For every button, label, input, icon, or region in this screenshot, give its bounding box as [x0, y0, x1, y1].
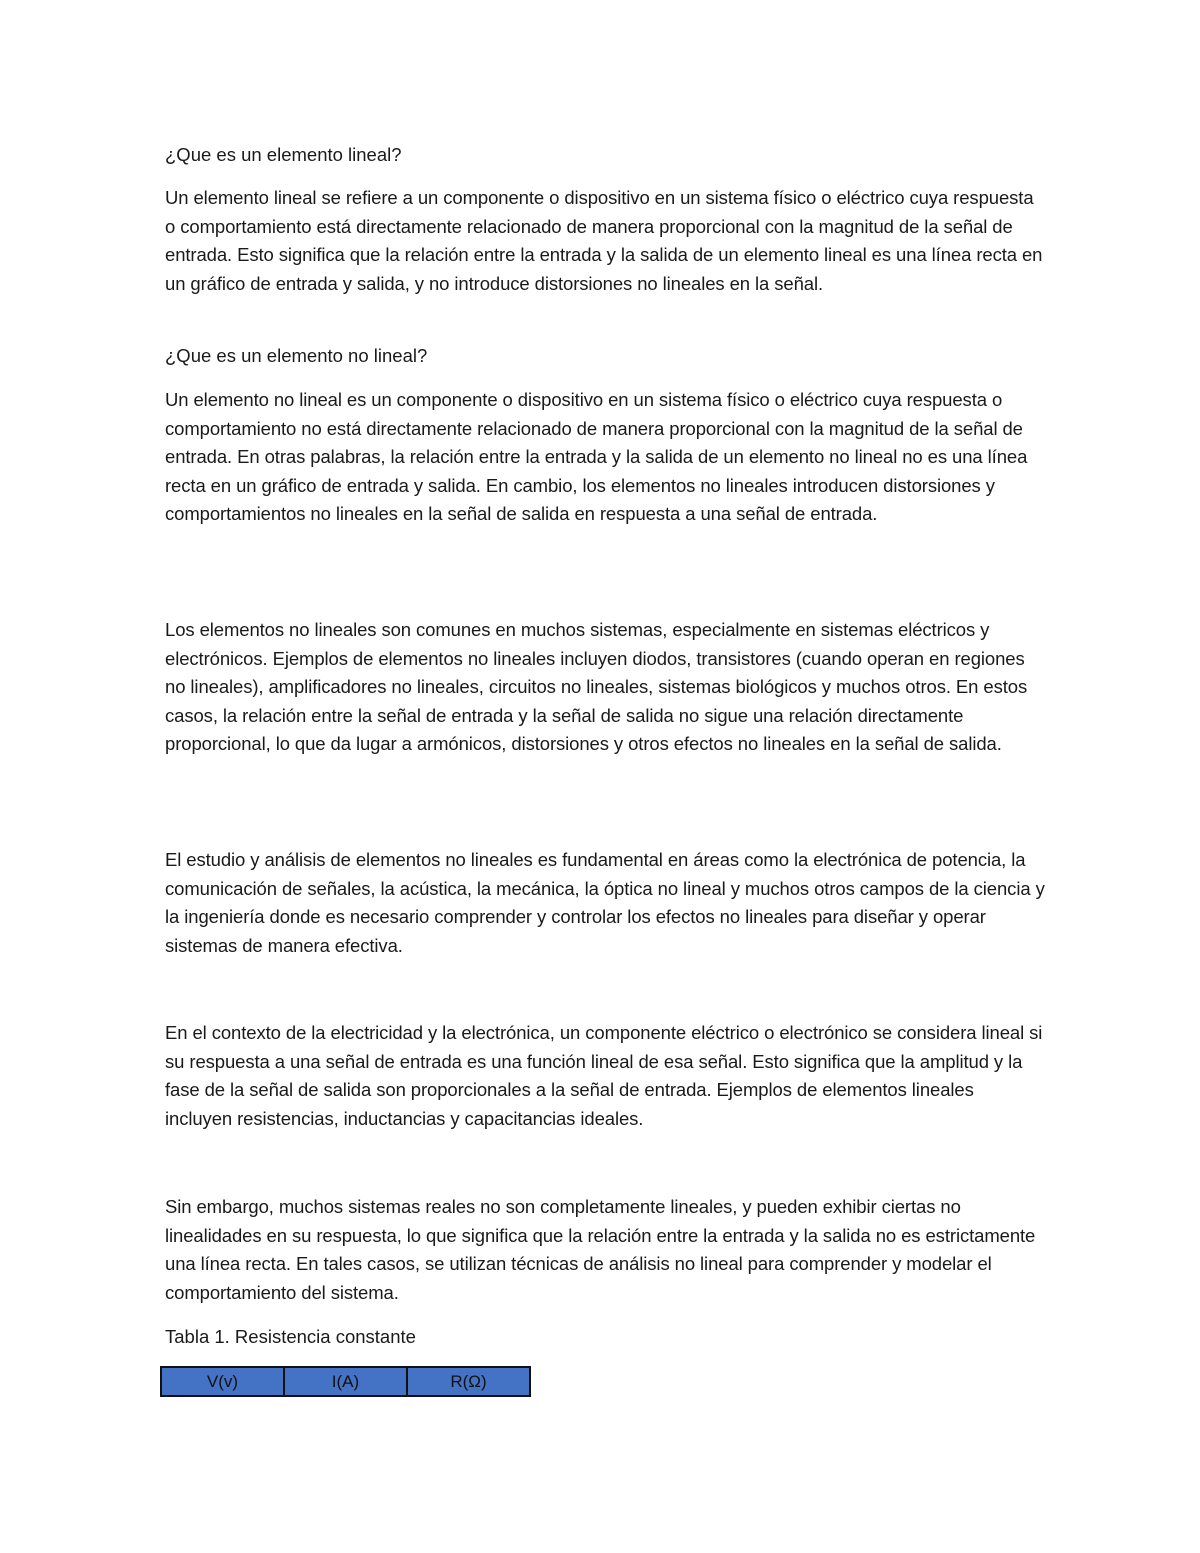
table-header-row: [161, 1367, 530, 1396]
column-header-current: I(A): [284, 1367, 407, 1396]
table-caption: Tabla 1. Resistencia constante: [165, 1326, 416, 1347]
paragraph-nonlinear-study: El estudio y análisis de elementos no lineales es fundamental en áreas como la electrónica de potencia, la comunicación de señales, la acústica, la mecánica, la óptica no lineal y muchos otros campos de la ciencia y la ingeniería donde es necesario comprender y controlar los efectos no lineales para diseñar y operar sistemas de manera efectiva.: [165, 849, 1045, 956]
column-header-voltage: V(v): [161, 1367, 284, 1396]
paragraph-linear-context: En el contexto de la electricidad y la electrónica, un componente eléctrico o electrónico se considera lineal si su respuesta a una señal de entrada es una función lineal de esa señal. Esto significa que la amplitud y la fase de la señal de salida son proporcionales a la señal de entrada. Ejemplos de elementos lineales incluyen resistencias, inductancias y capacitancias ideales.: [165, 1022, 1043, 1129]
paragraph-linear-definition: Un elemento lineal se refiere a un componente o dispositivo en un sistema físico o eléctrico cuya respuesta o comportamiento está directamente relacionado de manera proporcional con la magnitud de la señal de entrada. Esto significa que la relación entre la entrada y la salida de un elemento lineal es una línea recta en un gráfico de entrada y salida, y no introduce distorsiones no lineales en la señal.: [165, 187, 1043, 294]
paragraph-nonlinear-examples: Los elementos no lineales son comunes en muchos sistemas, especialmente en sistemas eléctricos y electrónicos. Ejemplos de elementos no lineales incluyen diodos, transistores (cuando operan en regiones no lineales), amplificadores no lineales, circuitos no lineales, sistemas biológicos y muchos otros. En estos casos, la relación entre la señal de entrada y la señal de salida no sigue una relación directamente proporcional, lo que da lugar a armónicos, distorsiones y otros efectos no lineales en la señal de salida.: [165, 619, 1028, 754]
resistance-table: [160, 1366, 531, 1397]
paragraph-real-systems: Sin embargo, muchos sistemas reales no son completamente lineales, y pueden exhibir ciertas no linealidades en su respuesta, lo que significa que la relación entre la entrada y la salida no es estrictamente una línea recta. En tales casos, se utilizan técnicas de análisis no lineal para comprender y modelar el comportamiento del sistema.: [165, 1196, 1036, 1303]
column-header-resistance: R(Ω): [407, 1367, 530, 1396]
paragraph-nonlinear-definition: Un elemento no lineal es un componente o dispositivo en un sistema físico o eléctrico cuya respuesta o comportamiento no está directamente relacionado de manera proporcional con la magnitud de la señal de entrada. En otras palabras, la relación entre la entrada y la salida de un elemento no lineal no es una línea recta en un gráfico de entrada y salida. En cambio, los elementos no lineales introducen distorsiones y comportamientos no lineales en la señal de salida en respuesta a una señal de entrada.: [165, 389, 1028, 524]
question-linear-element: ¿Que es un elemento lineal?: [165, 144, 402, 165]
question-nonlinear-element: ¿Que es un elemento no lineal?: [165, 345, 428, 366]
